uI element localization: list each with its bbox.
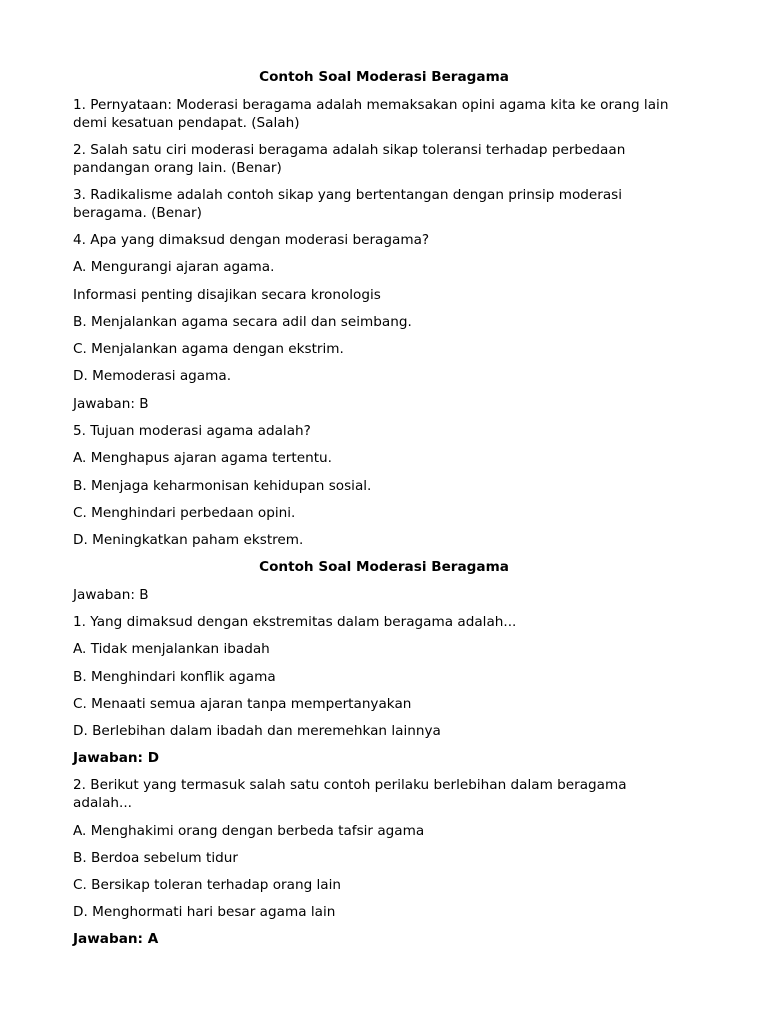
q1-option-a: A. Tidak menjalankan ibadah	[73, 641, 270, 657]
section-title-2: Contoh Soal Moderasi Beragama	[259, 559, 509, 575]
q2-option-a: A. Menghakimi orang dengan berbeda tafsir agama	[73, 823, 425, 839]
q1-option-d: D. Berlebihan dalam ibadah dan meremehkan lainnya	[73, 723, 441, 739]
q2-answer: Jawaban: A	[73, 931, 159, 947]
q4-option-b: B. Menjalankan agama secara adil dan seimbang.	[73, 314, 412, 330]
q5-option-d: D. Meningkatkan paham ekstrem.	[73, 532, 304, 548]
q2-option-c: C. Bersikap toleran terhadap orang lain	[73, 877, 342, 893]
q5-option-a: A. Menghapus ajaran agama tertentu.	[73, 450, 332, 466]
section-title: Contoh Soal Moderasi Beragama	[259, 69, 509, 85]
q2-option-b: B. Berdoa sebelum tidur	[73, 850, 238, 866]
q2-option-d: D. Menghormati hari besar agama lain	[73, 904, 336, 920]
q4-option-a: A. Mengurangi ajaran agama.	[73, 259, 275, 275]
q5-option-b: B. Menjaga keharmonisan kehidupan sosial.	[73, 478, 372, 494]
q4-option-d: D. Memoderasi agama.	[73, 368, 232, 384]
statement-3: 3. Radikalisme adalah contoh sikap yang bertentangan dengan prinsip moderasi beragama. (Benar)	[73, 187, 623, 221]
prev-answer: Jawaban: B	[73, 587, 149, 603]
question-2: 2. Berikut yang termasuk salah satu contoh perilaku berlebihan dalam beragama adalah...	[73, 777, 627, 811]
q1-option-b: B. Menghindari konflik agama	[73, 669, 276, 685]
q1-answer: Jawaban: D	[73, 750, 159, 766]
q1-option-c: C. Menaati semua ajaran tanpa mempertanyakan	[73, 696, 412, 712]
statement-2: 2. Salah satu ciri moderasi beragama adalah sikap toleransi terhadap perbedaan pandangan orang lain. (Benar)	[73, 142, 626, 176]
statement-1: 1. Pernyataan: Moderasi beragama adalah memaksakan opini agama kita ke orang lain demi kesatuan pendapat. (Salah)	[73, 97, 669, 131]
q5-option-c: C. Menghindari perbedaan opini.	[73, 505, 296, 521]
question-5: 5. Tujuan moderasi agama adalah?	[73, 423, 311, 439]
question-1: 1. Yang dimaksud dengan ekstremitas dalam beragama adalah...	[73, 614, 517, 630]
note-text: Informasi penting disajikan secara kronologis	[73, 287, 381, 303]
q4-answer: Jawaban: B	[73, 396, 149, 412]
q4-option-c: C. Menjalankan agama dengan ekstrim.	[73, 341, 344, 357]
question-4: 4. Apa yang dimaksud dengan moderasi beragama?	[73, 232, 430, 248]
